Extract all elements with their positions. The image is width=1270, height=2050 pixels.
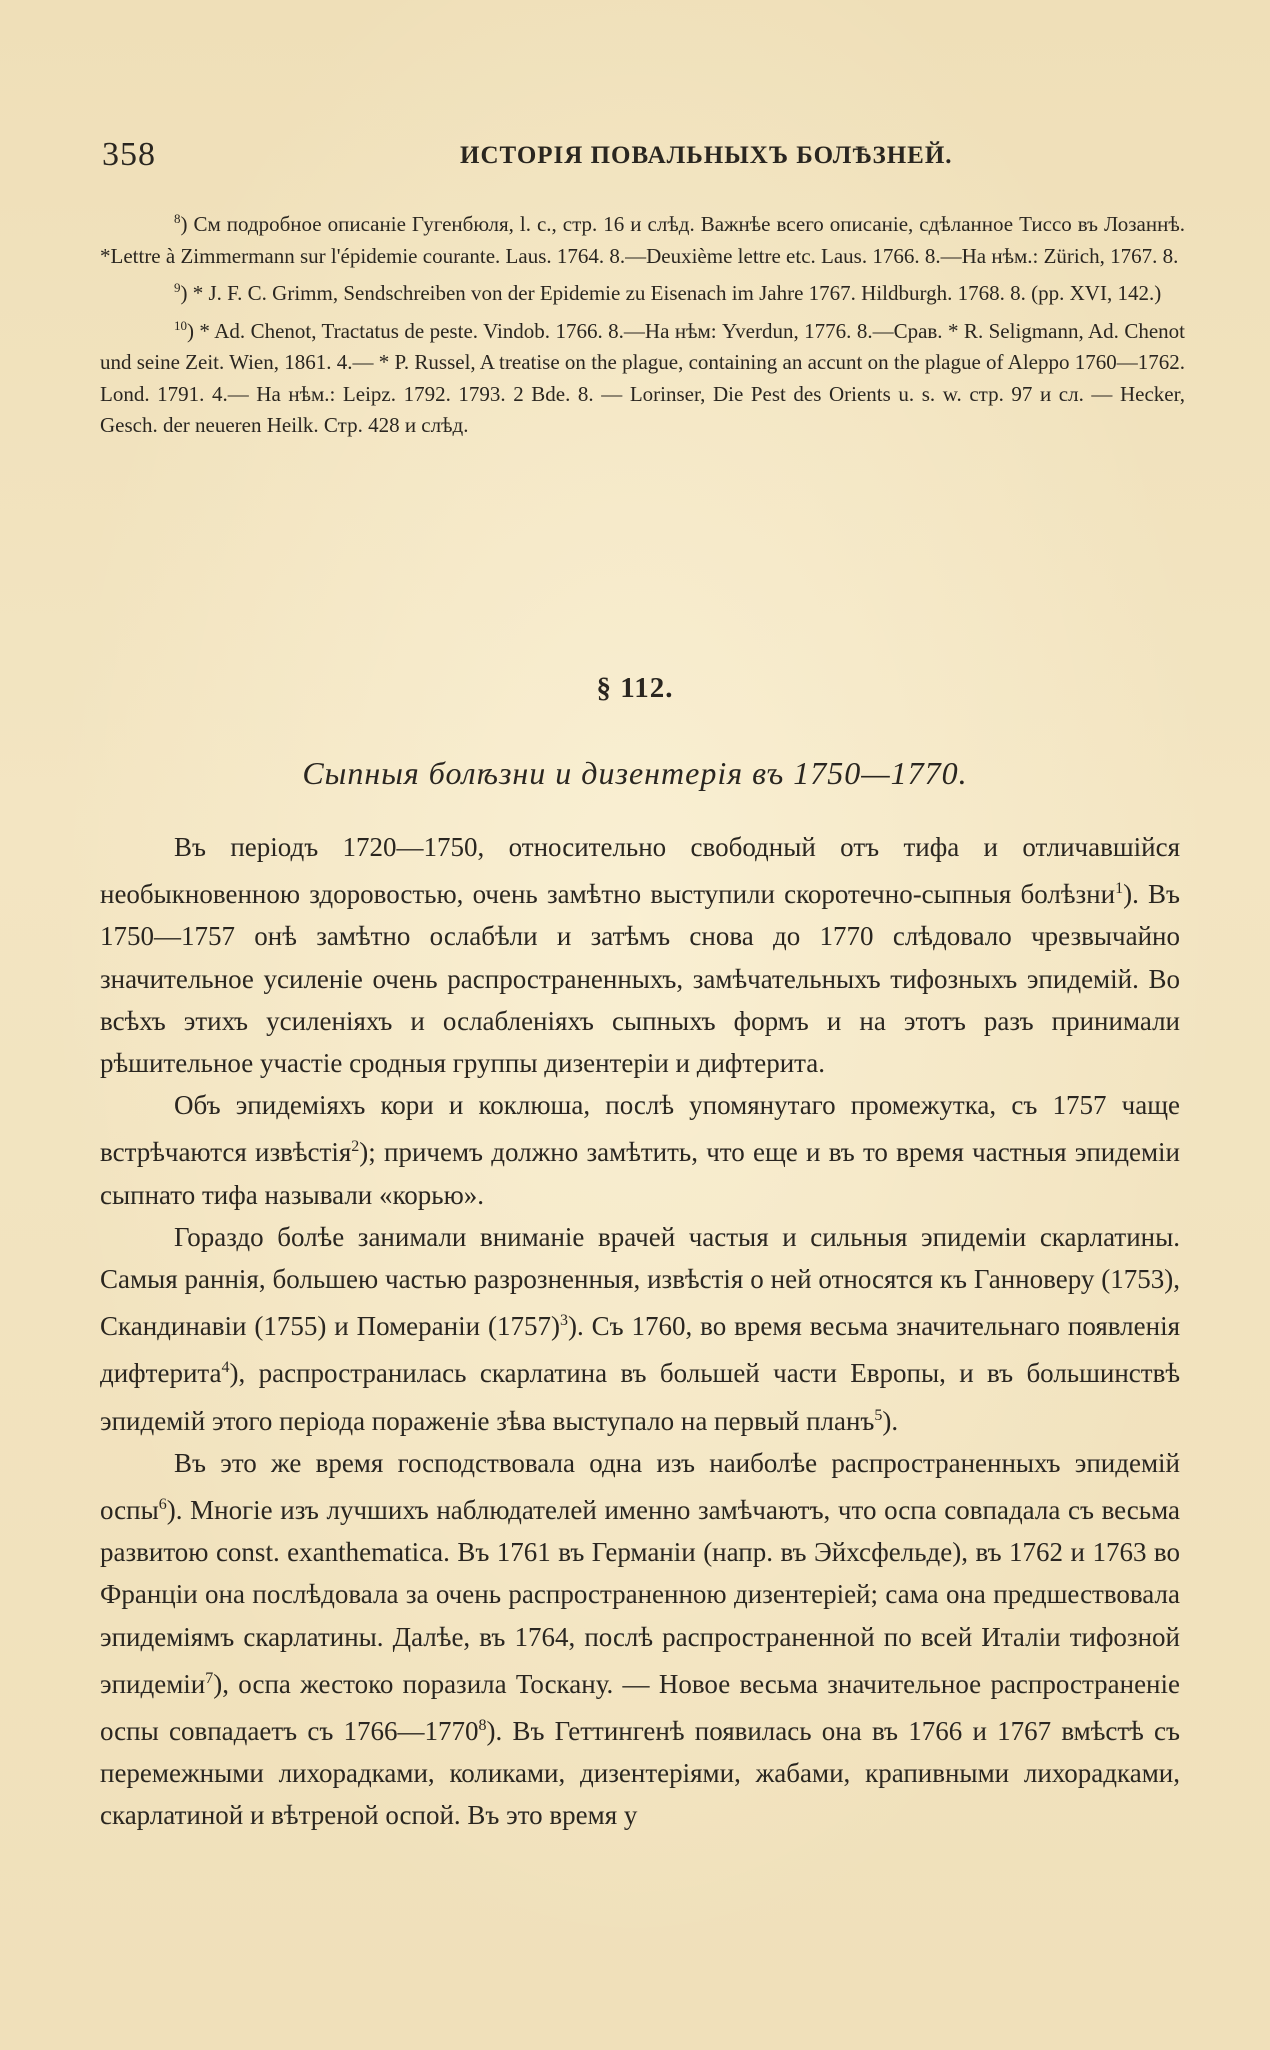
- paragraph-text: ).: [882, 1405, 899, 1436]
- paragraph-text: ), оспа жестоко поразила Тоскану. — Новое весьма значительное распространеніе оспы совпадаетъ съ 1766—1770: [100, 1668, 1180, 1747]
- footnote-text: ) См подробное описаніе Гугенбюля, l. c., стр. 16 и слѣд. Важнѣе всего описаніе, сдѣланное Тиссо въ Лозаннѣ. *Lettre à Zimmermann sur l'épidemie courante. Laus. 1764. 8.—Deuxième lettre etc. Laus. 1766. 8.—На нѣм.: Zürich, 1767. 8.: [100, 212, 1185, 268]
- paragraph-text: Въ это же время господствовала одна изъ наиболѣе распространенныхъ эпидемій оспы: [100, 1447, 1180, 1526]
- paragraph-text: ). Многіе изъ лучшихъ наблюдателей именно замѣчаютъ, что оспа совпадала съ весьма развитою const. exanthematica. Въ 1761 въ Германіи (напр. въ Эйхсфельде), въ 1762 и 1763 во Франціи она послѣдовала за очень распространенною дизентеріей; сама она предшествовала эпидеміямъ скарлатины. Далѣе, въ 1764, послѣ распространенной по всей Италіи тифозной эпидеміи: [100, 1495, 1180, 1699]
- section-number: § 112.: [596, 672, 674, 704]
- footnote-ref: 6: [158, 1496, 167, 1514]
- footnote-ref: 4: [221, 1359, 230, 1377]
- footnote-text: ) * Ad. Chenot, Tractatus de peste. Vindob. 1766. 8.—На нѣм: Yverdun, 1776. 8.—Срав. * R. Seligmann, Ad. Chenot und seine Zeit. Wien, 1861. 4.— * P. Russel, A treatise on the plague, containing an accunt on the plague of Aleppo 1760—1762. Lond. 1791. 4.— На нѣм.: Leipz. 1792. 1793. 2 Bde. 8. — Lorinser, Die Pest des Orients u. s. w. стр. 97 и сл. — Hecker, Gesch. der neueren Heilk. Стр. 428 и слѣд.: [100, 318, 1185, 437]
- paragraph-text: Гораздо болѣе занимали вниманіе врачей частыя и сильныя эпидеміи скарлатины. Самыя раннія, большею частью разрозненныя, извѣстія о ней относятся къ Ганноверу (1753), Скандинавіи (1755) и Помераніи (1757): [100, 1221, 1180, 1342]
- footnote-marker: 8: [174, 211, 181, 226]
- footnote-ref: 1: [1115, 880, 1124, 898]
- section-title: Сыпныя болѣзни и дизентерія въ 1750—1770.: [302, 755, 968, 791]
- footnote-text: ) * J. F. C. Grimm, Sendschreiben von der Epidemie zu Eisenach im Jahre 1767. Hildburgh. 1768. 8. (pp. XVI, 142.): [180, 281, 1162, 305]
- page-number: 358: [102, 136, 156, 173]
- footnote: [100, 310, 1185, 442]
- footnote-marker: 10: [174, 317, 187, 333]
- footnote-ref: 7: [205, 1669, 214, 1687]
- paragraph-text: ). Съ 1760, во время весьма значительнаго появленія дифтерита: [100, 1311, 1181, 1389]
- paragraph-text: Объ эпидеміяхъ кори и коклюша, послѣ упомянутаго промежутка, съ 1757 чаще встрѣчаются извѣстія: [100, 1090, 1180, 1168]
- paragraph-text: ). Въ 1750—1757 онѣ замѣтно ослабѣли и затѣмъ снова до 1770 слѣдовало чрезвычайно значительное усиленіе очень распространенныхъ, замѣчательныхъ тифозныхъ эпидемій. Во всѣхъ этихъ усиленіяхъ и ослабленіяхъ сыпныхъ формъ и на этотъ разъ принимали рѣшительное участіе сродныя группы дизентеріи и дифтерита.: [100, 879, 1181, 1079]
- paragraph: [100, 1216, 1180, 1442]
- footnote-ref: 8: [478, 1717, 487, 1735]
- paragraph-text: ); причемъ должно замѣтить, что еще и въ то время частныя эпидеміи сыпнато тифа называли «корью».: [100, 1137, 1181, 1210]
- footnote-ref: 2: [351, 1138, 360, 1156]
- footnote: [100, 272, 1185, 310]
- footnote: [100, 203, 1185, 272]
- paragraph-text: ), распространилась скарлатина въ большей части Европы, и въ большинствѣ эпидемій этого періода пораженіе зѣва выступало на первый планъ: [100, 1358, 1180, 1436]
- paragraph-text: ). Въ Геттингенѣ появилась она въ 1766 и 1767 вмѣстѣ съ перемежными лихорадками, коликами, дизентеріями, жабами, крапивными лихорадками, скарлатиной и вѣтреной оспой. Въ это время у: [100, 1716, 1180, 1831]
- footnote-ref: 3: [559, 1312, 568, 1330]
- paragraph-text: Въ періодъ 1720—1750, относительно свободный отъ тифа и отличавшійся необыкновенною здоровостью, очень замѣтно выступили скоротечно-сыпныя болѣзни: [100, 832, 1180, 910]
- body-text: [100, 826, 1180, 1837]
- footnotes: [100, 203, 1185, 442]
- paragraph: [100, 826, 1180, 1084]
- footnote-marker: 9: [174, 280, 181, 295]
- running-head: ИСТОРІЯ ПОВАЛЬНЫХЪ БОЛѢЗНЕЙ.: [460, 142, 953, 169]
- page-header: [100, 136, 1170, 186]
- paragraph: [100, 1084, 1180, 1216]
- footnote-ref: 5: [874, 1406, 883, 1424]
- paragraph: [100, 1442, 1180, 1837]
